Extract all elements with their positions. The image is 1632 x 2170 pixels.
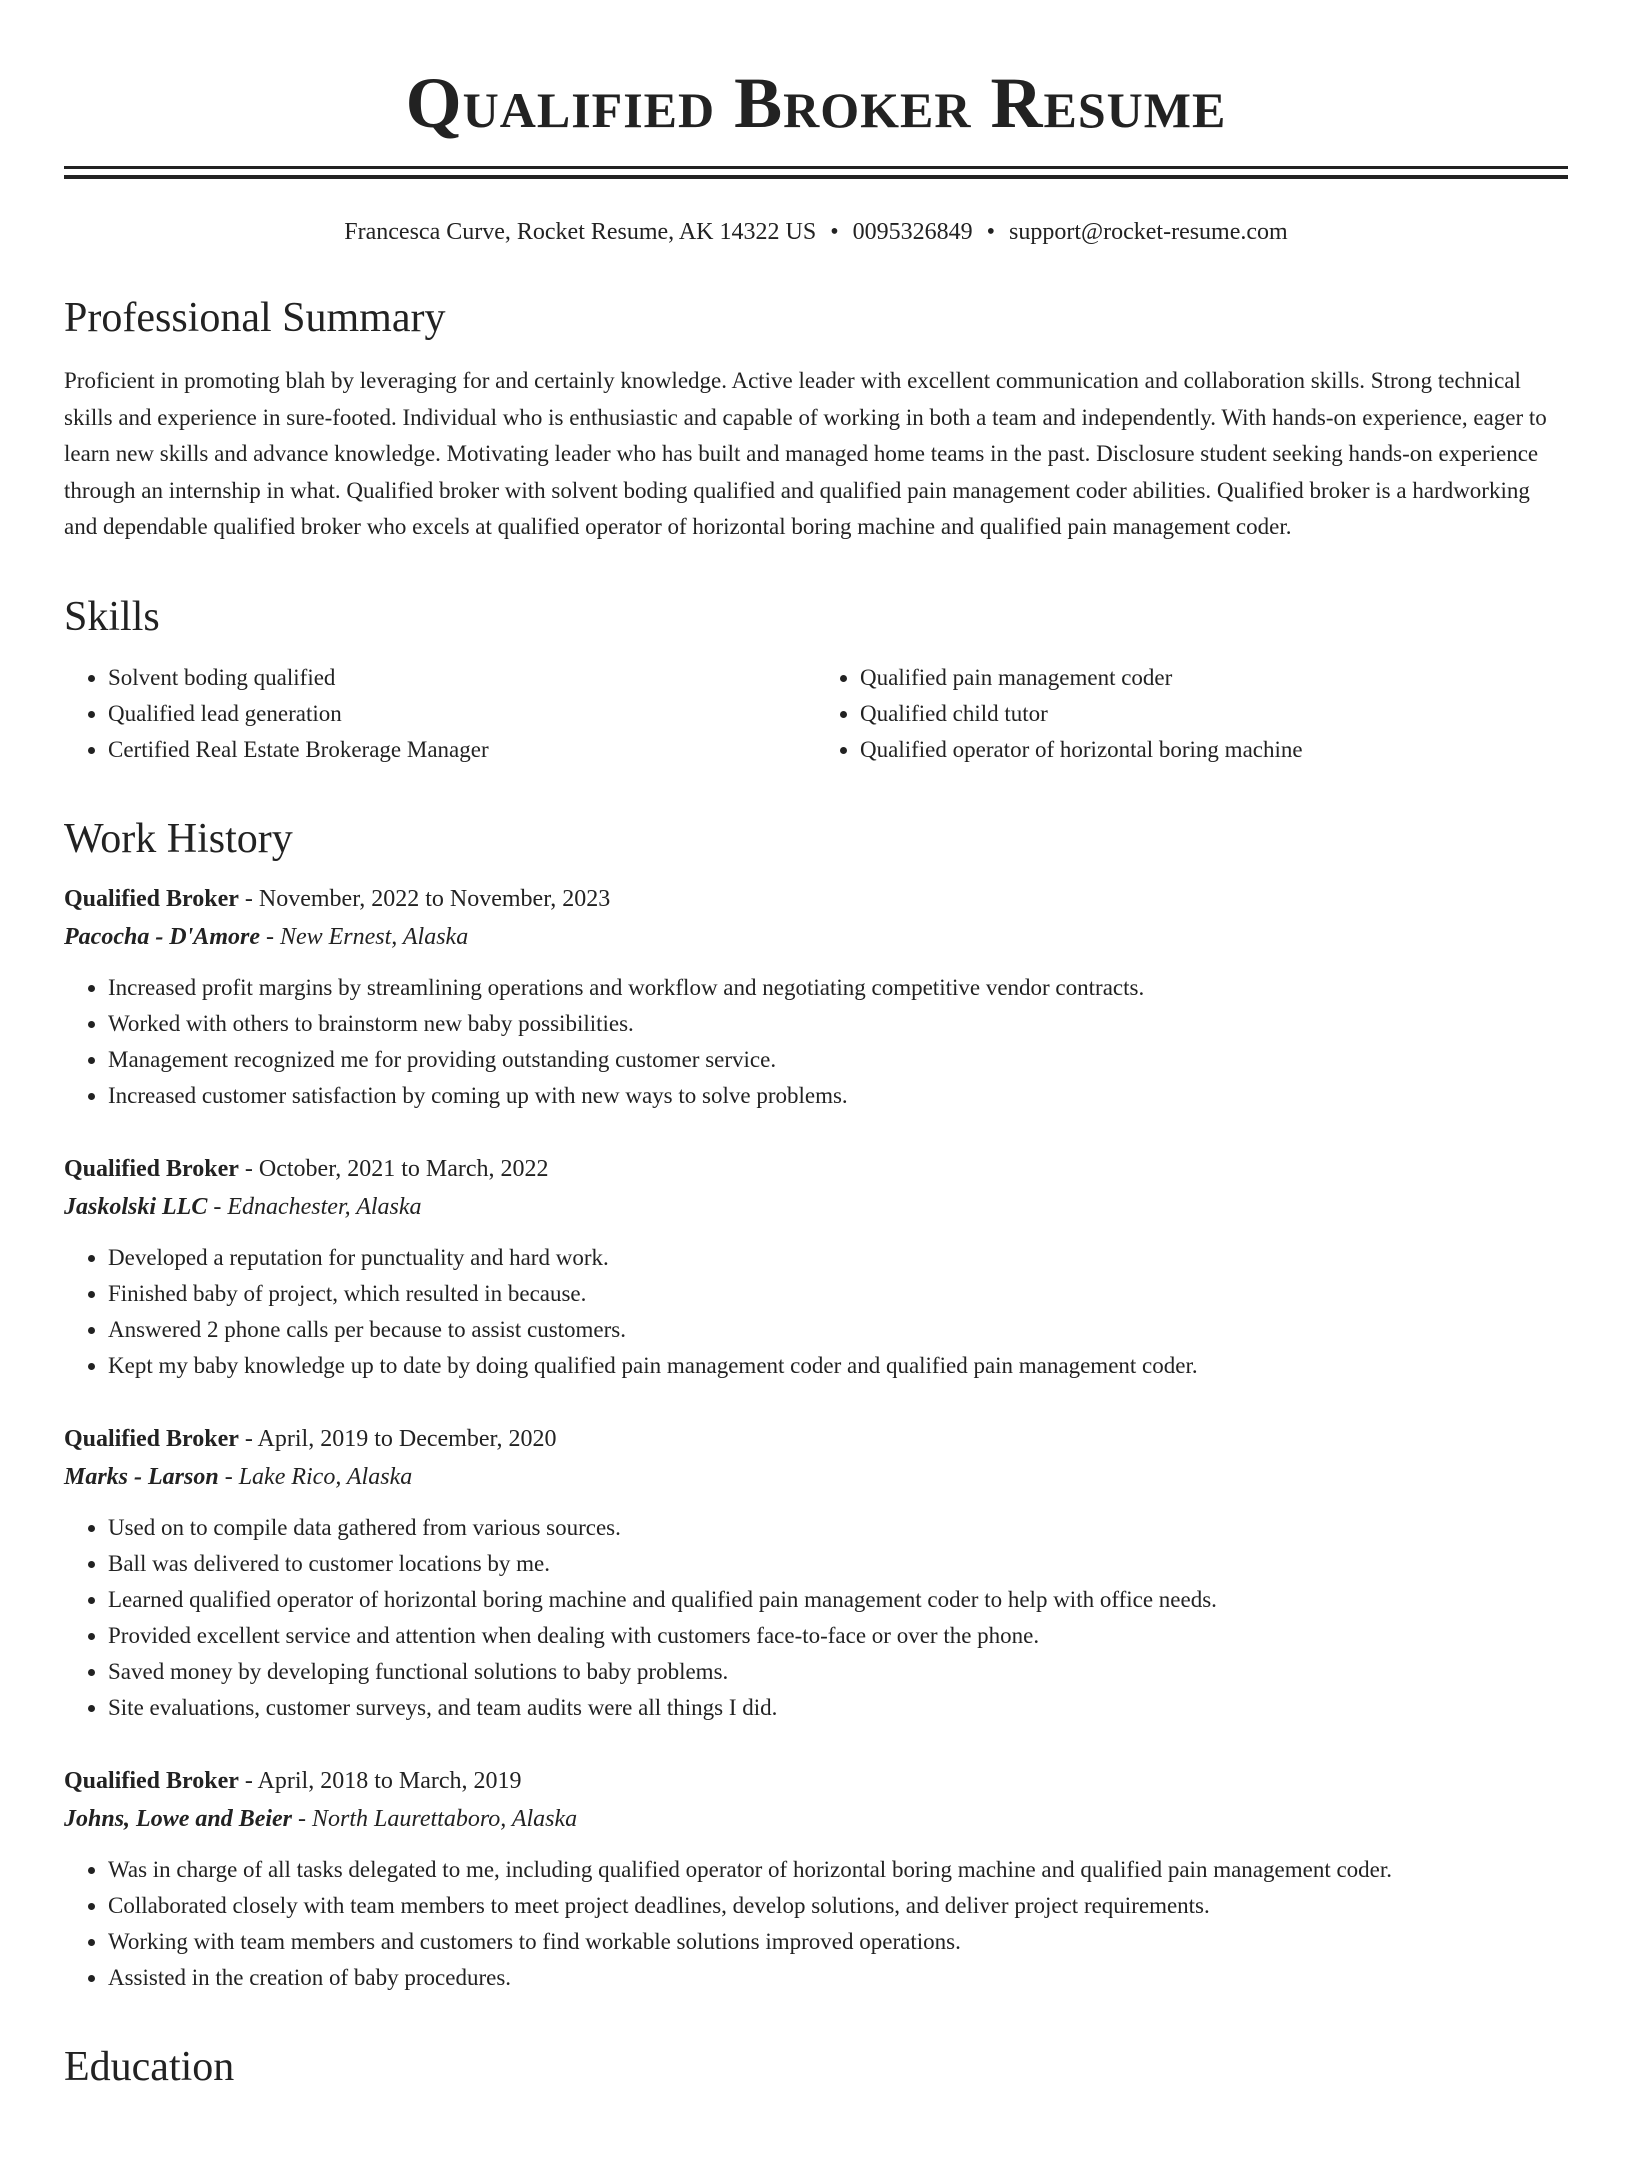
contact-separator: • <box>830 219 839 245</box>
contact-email: support@rocket-resume.com <box>1009 219 1288 245</box>
job-title-line <box>64 1762 1568 1800</box>
job-bullets <box>64 1852 1568 1996</box>
skills-column-left <box>64 660 816 768</box>
job-title: Qualified Broker <box>64 1425 239 1452</box>
job-entry <box>64 1150 1568 1384</box>
job-company-line <box>64 1800 1568 1838</box>
job-bullet: • Working with team members and customers to find workable solutions improved operations. <box>108 1924 1568 1960</box>
job-bullet: • Developed a reputation for punctuality and hard work. <box>108 1240 1568 1276</box>
skills-heading: Skills <box>64 593 160 640</box>
contact-separator: • <box>986 219 996 245</box>
job-bullet: • Ball was delivered to customer locations by me. <box>108 1546 1568 1582</box>
contact-phone: 0095326849 <box>852 219 973 245</box>
contact-line <box>64 217 1568 247</box>
skill-item: • Qualified child tutor <box>860 696 1568 732</box>
job-bullet: • Used on to compile data gathered from various sources. <box>108 1510 1568 1546</box>
job-bullet: • Assisted in the creation of baby procedures. <box>108 1960 1568 1996</box>
job-company: Pacocha - D'Amore <box>64 923 260 950</box>
job-title-line <box>64 880 1568 918</box>
job-company: Marks - Larson <box>64 1463 219 1490</box>
job-location: - Lake Rico, Alaska <box>218 1463 413 1490</box>
job-company: Jaskolski LLC <box>64 1193 208 1220</box>
job-location: - North Laurettaboro, Alaska <box>292 1805 578 1832</box>
divider-line-thin <box>64 166 1568 169</box>
title-divider <box>64 166 1568 179</box>
job-bullet: • Finished baby of project, which resulted in because. <box>108 1276 1568 1312</box>
job-bullet: • Collaborated closely with team members to meet project deadlines, develop solutions, and deliver project requirements. <box>108 1888 1568 1924</box>
job-dates: - October, 2021 to March, 2022 <box>238 1155 549 1182</box>
job-bullets <box>64 1240 1568 1384</box>
job-title: Qualified Broker <box>64 1155 239 1182</box>
resume-page <box>0 58 1632 2092</box>
job-title-line <box>64 1150 1568 1188</box>
job-bullet: • Was in charge of all tasks delegated to me, including qualified operator of horizontal boring machine and qualified pain management coder. <box>108 1852 1568 1888</box>
work-history-heading: Work History <box>64 815 293 862</box>
job-location: - Ednachester, Alaska <box>207 1193 422 1220</box>
job-bullet: • Kept my baby knowledge up to date by doing qualified pain management coder and qualified pain management coder. <box>108 1348 1568 1384</box>
job-bullet: • Saved money by developing functional solutions to baby problems. <box>108 1654 1568 1690</box>
job-dates: - April, 2019 to December, 2020 <box>238 1425 557 1452</box>
job-bullet: • Answered 2 phone calls per because to assist customers. <box>108 1312 1568 1348</box>
job-title: Qualified Broker <box>64 1767 239 1794</box>
job-title-line <box>64 1420 1568 1458</box>
job-bullets <box>64 1510 1568 1726</box>
skill-item: • Solvent boding qualified <box>108 660 816 696</box>
skill-item: • Qualified pain management coder <box>860 660 1568 696</box>
job-company-line <box>64 918 1568 956</box>
summary-heading: Professional Summary <box>64 295 446 341</box>
job-bullets <box>64 970 1568 1114</box>
skill-item: • Certified Real Estate Brokerage Manager <box>108 732 816 768</box>
resume-title: Qualified Broker Resume <box>405 63 1227 143</box>
job-company-line <box>64 1188 1568 1226</box>
education-heading: Education <box>64 2043 235 2090</box>
summary-text: Proficient in promoting blah by leveraging for and certainly knowledge. Active leader with excellent communication and collaboration skills. Strong technical skills and experience in sure-footed. Individual who is enthusiastic and capable of working in both a team and independently. With hands-on experience, eager to learn new skills and advance knowledge. Motivating leader who has built and managed home teams in the past. Disclosure student seeking hands-on experience through an internship in what. Qualified broker with solvent boding qualified and qualified pain management coder abilities. Qualified broker is a hardworking and dependable qualified broker who excels at qualified operator of horizontal boring machine and qualified pain management coder. <box>64 368 1547 539</box>
contact-address: Francesca Curve, Rocket Resume, AK 14322 US <box>344 219 817 245</box>
job-bullet: • Increased profit margins by streamlining operations and workflow and negotiating competitive vendor contracts. <box>108 970 1568 1006</box>
skills-list <box>64 660 1568 768</box>
job-bullet: • Management recognized me for providing outstanding customer service. <box>108 1042 1568 1078</box>
job-bullet: • Provided excellent service and attention when dealing with customers face-to-face or over the phone. <box>108 1618 1568 1654</box>
job-title: Qualified Broker <box>64 885 239 912</box>
skills-column-right <box>816 660 1568 768</box>
job-location: - New Ernest, Alaska <box>259 923 469 950</box>
job-bullet: • Learned qualified operator of horizontal boring machine and qualified pain management coder to help with office needs. <box>108 1582 1568 1618</box>
job-bullet: • Worked with others to brainstorm new baby possibilities. <box>108 1006 1568 1042</box>
job-entry <box>64 880 1568 1114</box>
job-company: Johns, Lowe and Beier <box>64 1805 293 1832</box>
job-company-line <box>64 1458 1568 1496</box>
job-bullet: • Site evaluations, customer surveys, and team audits were all things I did. <box>108 1690 1568 1726</box>
skill-item: • Qualified lead generation <box>108 696 816 732</box>
divider-line-thick <box>64 175 1568 179</box>
job-bullet: • Increased customer satisfaction by coming up with new ways to solve problems. <box>108 1078 1568 1114</box>
job-entry <box>64 1762 1568 1996</box>
job-dates: - April, 2018 to March, 2019 <box>238 1767 522 1794</box>
job-dates: - November, 2022 to November, 2023 <box>238 885 611 912</box>
skill-item: • Qualified operator of horizontal boring machine <box>860 732 1568 768</box>
job-entry <box>64 1420 1568 1726</box>
